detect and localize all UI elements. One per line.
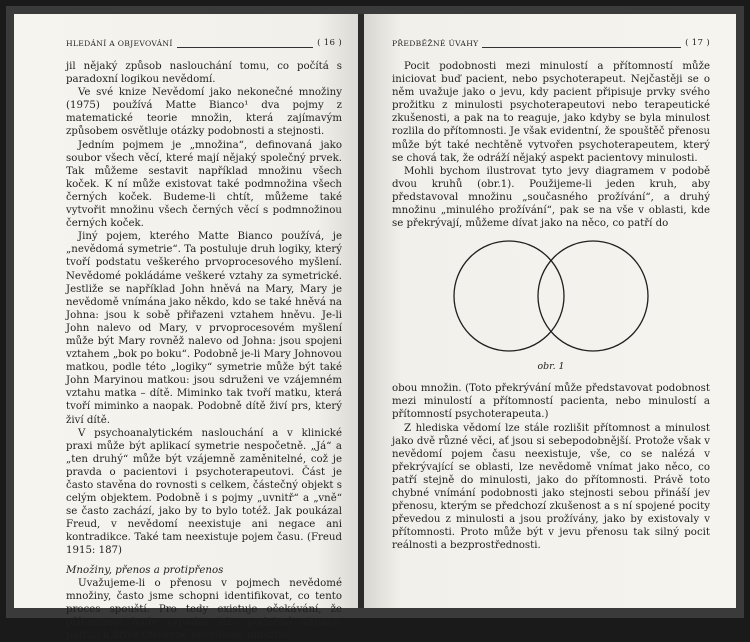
- paragraph: Mohli bychom ilustrovat tyto jevy diagramem v podobě dvou kruhů (obr.1). Použijeme-li jeden kruh, aby představoval množinu „současného prožívání“, a druhý množinu „minulého prožívání“, pak se na vše v oblasti, kde se překrývají, můžeme dívat jako na něco, co patří do: [392, 165, 710, 230]
- paragraph: Ve své knize Nevědomí jako nekonečné množiny (1975) používá Matte Bianco¹ dva pojmy z matematické teorie množin, která zajímavým způsobem osvětluje otázky podobnosti a stejnosti.: [66, 87, 342, 138]
- paragraph: obou množin. (Toto překrývání může představovat podobnost mezi minulostí a přítomností pacienta, nebo minulostí a přítomností psychoterapeuta.): [392, 383, 710, 421]
- figure-caption: obr. 1: [537, 361, 565, 373]
- paragraph: Jedním pojmem je „množina“, definovaná jako soubor všech věcí, které mají nějaký společný prvek. Tak můžeme sestavit například množinu všech koček. K ní může existovat také podmnožina všech černých koček. Budeme-li chtít, můžeme také vytvořit množinu všech černých věcí s podmnožinou černých koček.: [66, 139, 342, 230]
- left-page: [14, 14, 358, 642]
- paragraph: Jiný pojem, kterého Matte Bianco používá, je „nevědomá symetrie“. Ta postuluje druh logiky, který tvoří podstatu veškerého prvoprocesového myšlení. Nevědomé pokládáme veškeré vztahy za symetrické. Jestliže se například John hněvá na Mary, Mary je nevědomě vnímána jako někdo, kdo se také hněvá na Johna: jsou k sobě přiřazeni vztahem hněvu. Je-li John nalevo od Mary, v prvoprocesovém myšlení může být Mary rovněž nalevo od Johna: jsou spojeni vztahem „bok po boku“. Podobně je-li Mary Johnovou matkou, podle této „logiky“ symetrie může být také John Maryinou matkou: jsou sdruženi ve vzájemném vztahu matka – dítě. Miminko tak tvoří matku, která tvoří miminko a naopak. Podobně dítě živí prs, který živí dítě.: [66, 231, 342, 426]
- circle-past-experience: [538, 241, 648, 351]
- venn-diagram-figure: [392, 234, 710, 378]
- paragraph: Uvažujeme-li o přenosu v pojmech nevědomé množiny, často jsme schopni identifikovat, co tento proces spouští. Pro tedy existuje očekávání, že přítomnost bude vypadat jako podobná situace, patřící k dříve utvořené nevědomé množině.: [66, 577, 342, 642]
- paragraph: Z hlediska vědomí lze stále rozlišit přítomnost a minulost jako dvě různé věci, ať jsou si sebepodobnější. Protože však v nevědomí pojem času neexistuje, vše, co se nalézá v překrývající se oblasti, lze nevědomě vnímat jako něco, co patří stejně do minulosti, jako do přítomnosti. Právě toto chybné vnímání podobnosti jako stejnosti sebou přináší jev přenosu, kterým se předchozí zkušenost a s ní spojené pocity převedou z minulosti a jsou prožívány, jako by existovaly v přítomnosti. Proto může být v jevu přenosu tak silný pocit reálnosti a bezprostřednosti.: [392, 422, 710, 552]
- left-page-number: ( 16 ): [317, 37, 342, 48]
- right-running-head: [392, 38, 710, 50]
- paragraph: Pocit podobnosti mezi minulostí a přítomností může iniciovat buď pacient, nebo psychoterapeut. Nejčastěji se o něm uvažuje jako o jevu, kdy pacient připisuje prvky svého prožitku z minulosti psychoterapeutovi nebo terapeutické zkušenosti, a pak na to reaguje, jako kdyby se byla minulost rozlila do přítomnosti. Je však evidentní, že spouštěč přenosu může být také nechtěně vytvořen psychoterapeutem, který se chová tak, že odráží nějaký aspekt pacientovy minulosti.: [392, 61, 710, 164]
- header-rule: [482, 47, 681, 48]
- venn-diagram: [392, 234, 710, 358]
- right-page: [364, 14, 736, 608]
- paragraph: V psychoanalytickém naslouchání a v klinické praxi může být aplikací symetrie nespočetně. „Já“ a „ten druhý“ může být vzájemně zaměnitelné, což je pravda o pacientovi i psychoterapeutovi. Část je často stavěna do rovnosti s celkem, částečný objekt s celým objektem. Podobně i s pojmy „uvnitř“ a „vně“ se často zachází, jako by to bylo totéž. Jak poukázal Freud, v nevědomí neexistuje ani negace ani kontradikce. Také tam neexistuje pojem času. (Freud 1915: 187): [66, 427, 342, 557]
- paragraph: jil nějaký způsob naslouchání tomu, co počítá s paradoxní logikou nevědomí.: [66, 61, 342, 86]
- right-page-number: ( 17 ): [685, 37, 710, 48]
- right-header-title: PŘEDBĚŽNÉ ÚVAHY: [392, 38, 479, 48]
- left-header-title: HLEDÁNÍ A OBJEVOVÁNÍ: [66, 38, 173, 48]
- header-rule: [177, 47, 313, 48]
- left-running-head: [66, 38, 342, 50]
- section-subheading: Množiny, přenos a protipřenos: [66, 564, 224, 576]
- circle-present-experience: [454, 241, 564, 351]
